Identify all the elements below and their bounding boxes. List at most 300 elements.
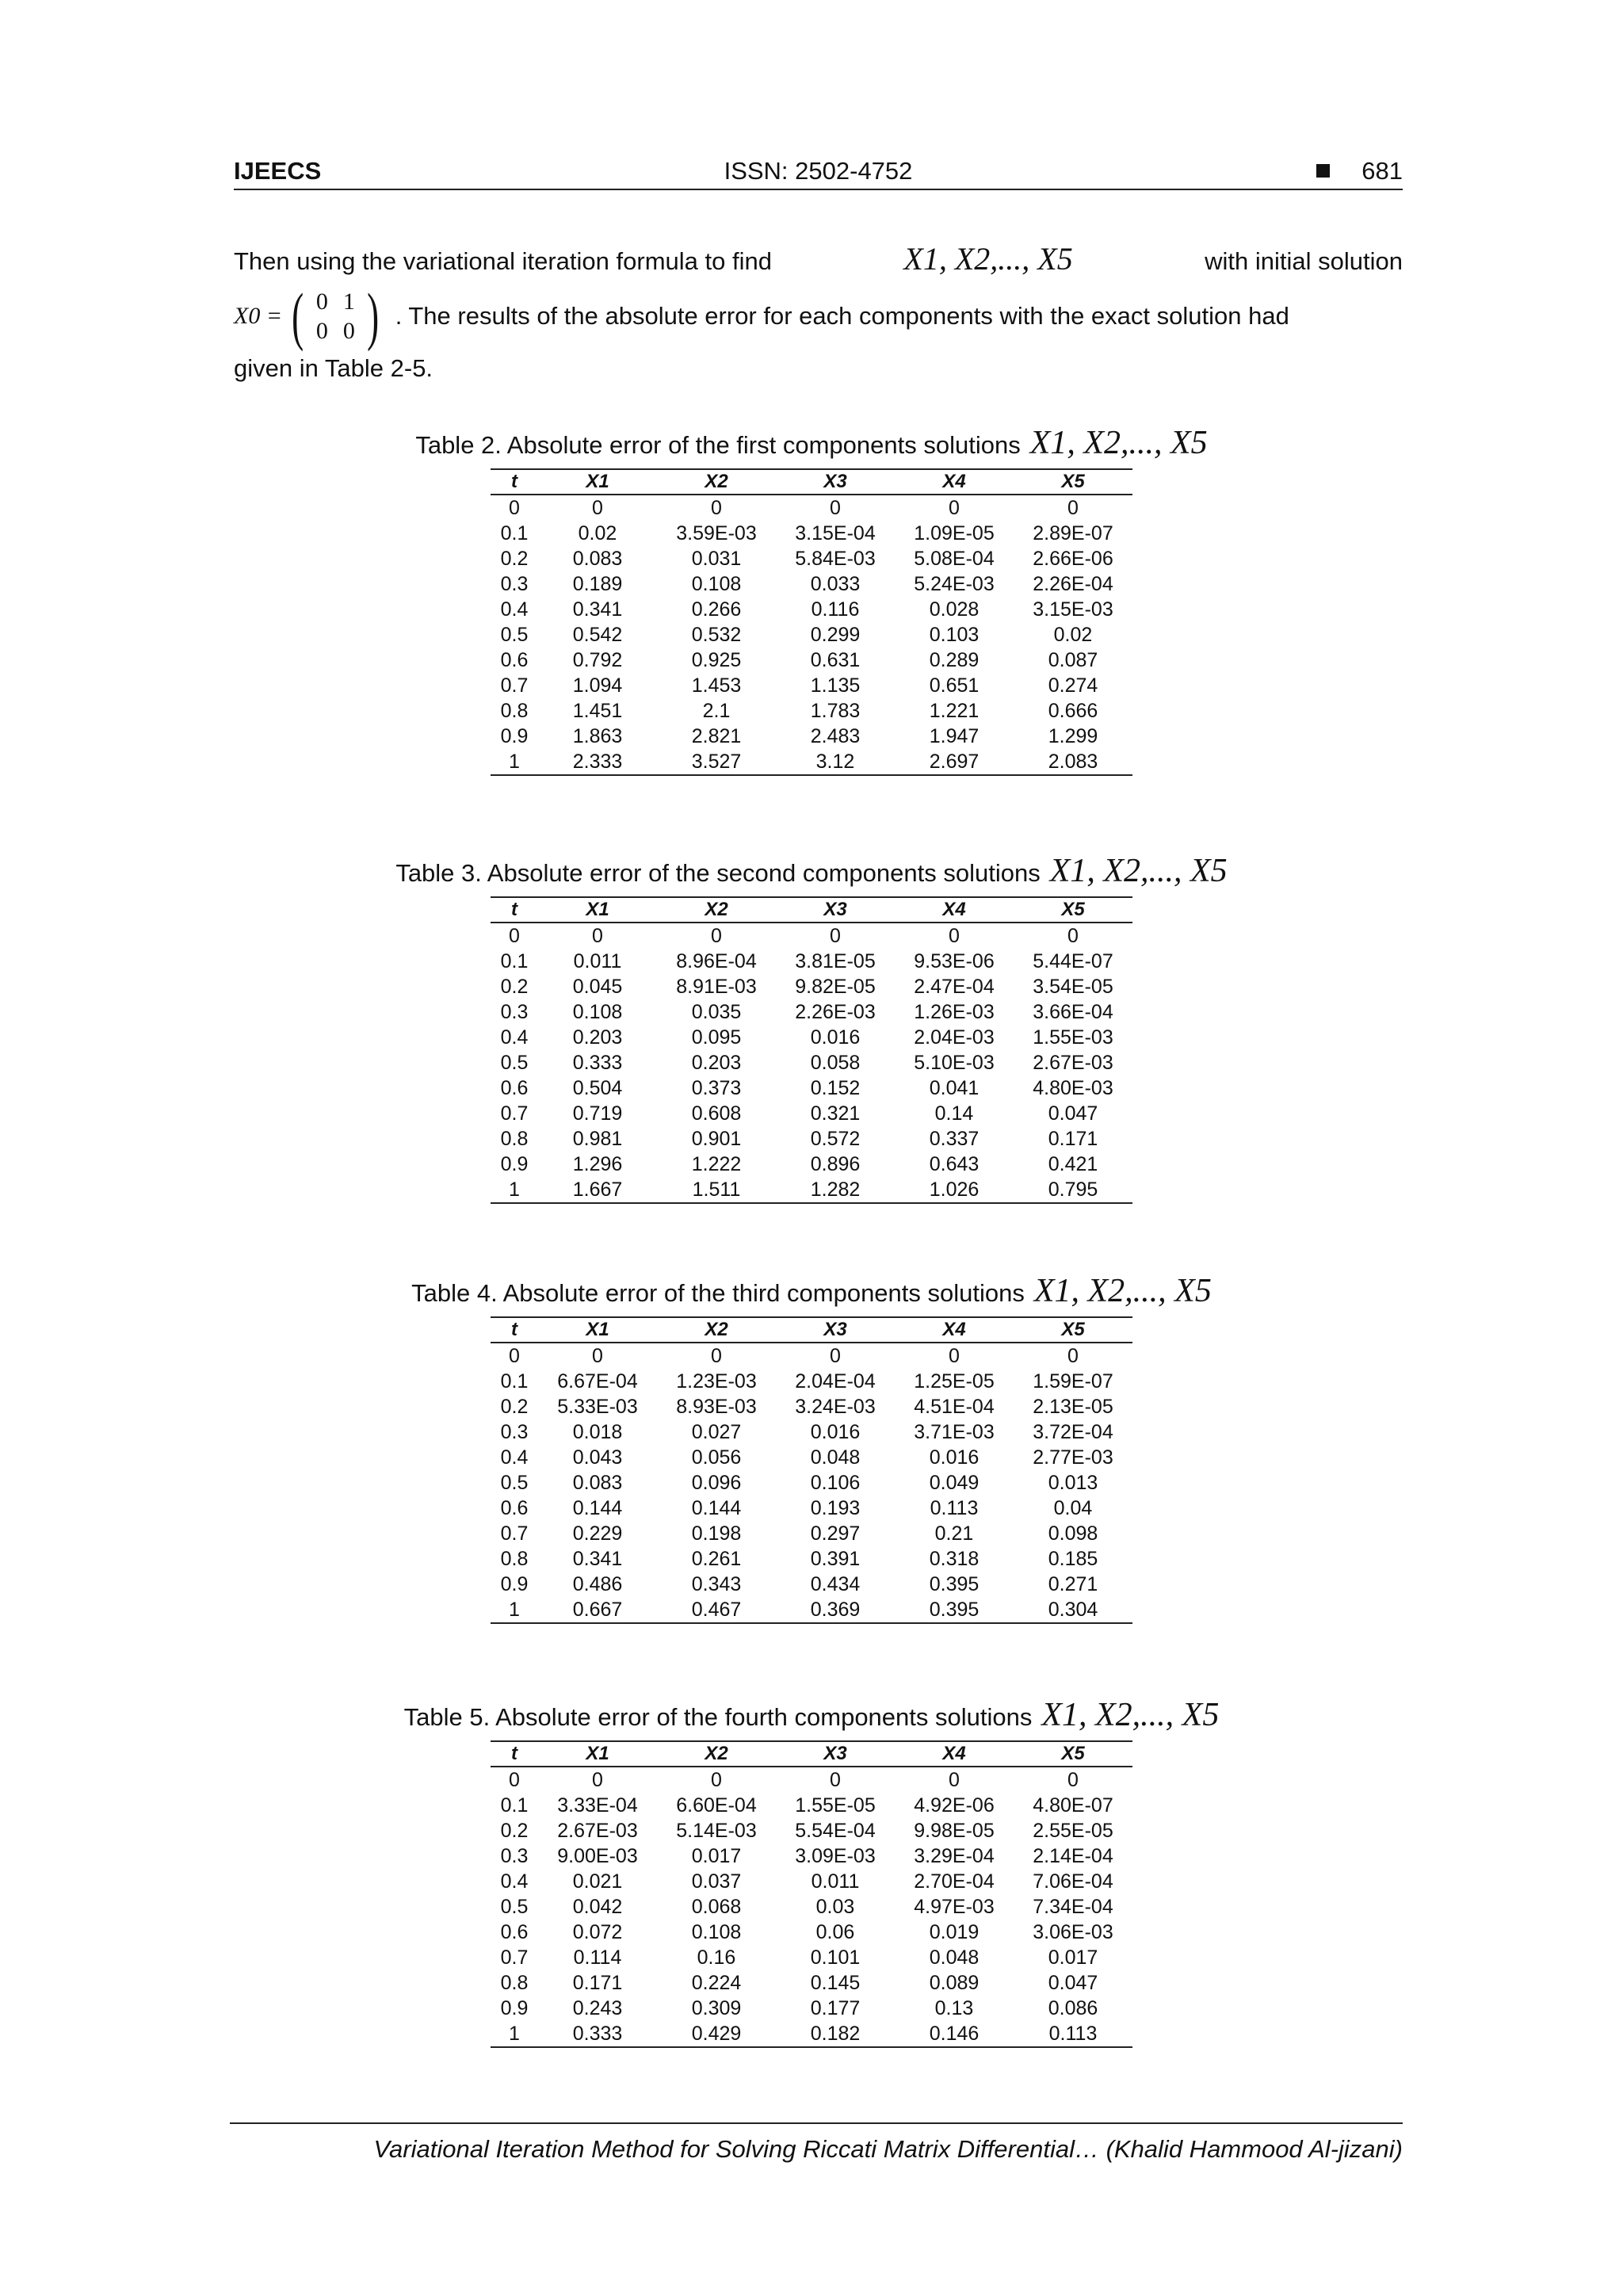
error-cell: 1.863 — [572, 725, 623, 747]
error-cell: 0.04 — [1053, 1497, 1093, 1519]
error-cell: 8.93E-03 — [676, 1396, 757, 1418]
error-cell: 0.144 — [572, 1497, 623, 1519]
time-cell: 0.8 — [500, 700, 529, 722]
error-cell: 0.395 — [929, 1573, 980, 1595]
column-header: t — [491, 1317, 538, 1343]
error-cell: 0.011 — [811, 1870, 860, 1893]
table-block — [0, 1696, 1623, 2048]
error-cell: 0.792 — [572, 649, 623, 671]
table-row — [491, 1521, 1132, 1546]
intro-line-2 — [234, 280, 1403, 352]
table-row — [491, 1546, 1132, 1572]
error-cell: 3.81E-05 — [795, 950, 876, 972]
table-header-row — [491, 469, 1132, 495]
error-cell: 0.047 — [1048, 1102, 1098, 1125]
error-cell: 0.037 — [691, 1870, 742, 1893]
column-header: t — [491, 469, 538, 495]
table-caption — [0, 424, 1623, 462]
error-cell: 0.421 — [1048, 1153, 1098, 1175]
error-cell: 1.59E-07 — [1033, 1370, 1113, 1392]
table-row — [491, 1152, 1132, 1177]
time-cell: 1 — [491, 749, 538, 775]
column-header: X2 — [657, 1741, 776, 1767]
error-cell: 2.77E-03 — [1033, 1446, 1113, 1469]
time-cell: 0 — [509, 925, 520, 947]
table-row — [491, 571, 1132, 597]
error-cell: 0.229 — [572, 1522, 623, 1545]
error-cell: 0 — [949, 1769, 960, 1791]
error-cell: 0.108 — [691, 573, 742, 595]
error-cell: 6.60E-04 — [676, 1794, 757, 1817]
time-cell: 1 — [491, 2021, 538, 2047]
column-header: t — [491, 1741, 538, 1767]
table-row — [491, 999, 1132, 1025]
error-cell: 2.1 — [702, 700, 731, 722]
error-cell: 0.486 — [572, 1573, 623, 1595]
error-cell: 0.304 — [1014, 1597, 1132, 1623]
table-row — [491, 698, 1132, 724]
table-caption-text: Table 3. Absolute error of the second components solutions — [395, 859, 1041, 887]
error-cell: 0.667 — [538, 1597, 657, 1623]
error-cell: 0.087 — [1048, 649, 1098, 671]
error-cell: 0.083 — [572, 548, 623, 570]
error-cell: 0.185 — [1048, 1548, 1098, 1570]
error-cell: 0.631 — [810, 649, 861, 671]
error-cell: 1.09E-05 — [914, 522, 995, 544]
error-cell: 0.095 — [691, 1026, 742, 1049]
error-cell: 0 — [949, 497, 960, 519]
error-cell: 0.542 — [572, 624, 623, 646]
error-cell: 1.094 — [572, 674, 623, 697]
error-cell: 0 — [592, 1345, 603, 1367]
error-cell: 0.333 — [538, 2021, 657, 2047]
error-cell: 0.643 — [929, 1153, 980, 1175]
error-cell: 0.297 — [810, 1522, 861, 1545]
time-cell: 0.4 — [500, 1026, 529, 1049]
error-cell: 1.451 — [572, 700, 623, 722]
error-cell: 0.056 — [691, 1446, 742, 1469]
error-cell: 0.271 — [1048, 1573, 1098, 1595]
error-cell: 0.013 — [1048, 1472, 1098, 1494]
error-cell: 4.97E-03 — [914, 1896, 995, 1918]
error-cell: 0.14 — [934, 1102, 974, 1125]
table-row — [491, 923, 1132, 949]
time-cell: 0.1 — [500, 950, 529, 972]
table-block — [0, 1272, 1623, 1624]
error-cell: 1.23E-03 — [676, 1370, 757, 1392]
error-cell: 0.031 — [691, 548, 742, 570]
column-header: X3 — [776, 897, 895, 923]
column-header: X2 — [657, 897, 776, 923]
error-cell: 0.083 — [572, 1472, 623, 1494]
time-cell: 0.5 — [500, 624, 529, 646]
time-cell: 0.3 — [500, 573, 529, 595]
error-cell: 1.299 — [1048, 725, 1098, 747]
table-caption-math: X1, X2,..., X5 — [1033, 1273, 1212, 1309]
column-header: X4 — [895, 1741, 1014, 1767]
column-header: t — [491, 897, 538, 923]
error-cell: 4.92E-06 — [914, 1794, 995, 1817]
error-table — [491, 1316, 1132, 1624]
table-row — [491, 1920, 1132, 1945]
intro-text-start: Then using the variational iteration formula to find — [234, 247, 772, 275]
error-cell: 0.193 — [810, 1497, 861, 1519]
time-cell: 0.1 — [500, 1370, 529, 1392]
matrix-cell: 1 — [342, 288, 355, 315]
error-cell: 2.13E-05 — [1033, 1396, 1113, 1418]
issn: ISSN: 2502-4752 — [724, 157, 913, 185]
error-cell: 9.00E-03 — [557, 1845, 638, 1867]
error-cell: 0.086 — [1048, 1997, 1098, 2019]
table-row — [491, 1126, 1132, 1152]
error-cell: 2.66E-06 — [1033, 548, 1113, 570]
time-cell: 0.7 — [500, 1522, 529, 1545]
error-cell: 0 — [711, 1345, 722, 1367]
time-cell: 0.4 — [500, 598, 529, 621]
error-cell: 0 — [711, 925, 722, 947]
error-cell: 1.026 — [895, 1177, 1014, 1203]
error-cell: 0.106 — [810, 1472, 861, 1494]
error-cell: 2.483 — [810, 725, 861, 747]
error-cell: 0.096 — [691, 1472, 742, 1494]
table-row — [491, 949, 1132, 974]
error-cell: 2.821 — [691, 725, 742, 747]
error-cell: 0 — [830, 1769, 841, 1791]
intro-paragraph — [234, 238, 1403, 385]
error-cell: 0.028 — [929, 598, 980, 621]
table-row — [491, 521, 1132, 546]
error-cell: 0.072 — [572, 1921, 623, 1943]
error-cell: 3.15E-03 — [1033, 598, 1113, 621]
time-cell: 0.2 — [500, 548, 529, 570]
time-cell: 0.4 — [500, 1446, 529, 1469]
table-row — [491, 1343, 1132, 1369]
time-cell: 0.8 — [500, 1548, 529, 1570]
error-cell: 0.098 — [1048, 1522, 1098, 1545]
error-cell: 2.083 — [1014, 749, 1132, 775]
error-cell: 7.34E-04 — [1033, 1896, 1113, 1918]
error-cell: 0.017 — [691, 1845, 742, 1867]
table-row — [491, 495, 1132, 521]
error-cell: 8.96E-04 — [676, 950, 757, 972]
error-cell: 0.043 — [572, 1446, 623, 1469]
error-cell: 3.24E-03 — [795, 1396, 876, 1418]
time-cell: 0.7 — [500, 1946, 529, 1969]
table-row — [491, 2021, 1132, 2047]
error-cell: 0.068 — [691, 1896, 742, 1918]
error-cell: 0 — [1067, 497, 1079, 519]
time-cell: 0.3 — [500, 1001, 529, 1023]
column-header: X3 — [776, 469, 895, 495]
error-cell: 5.08E-04 — [914, 548, 995, 570]
column-header: X4 — [895, 897, 1014, 923]
error-cell: 1.25E-05 — [914, 1370, 995, 1392]
error-cell: 0.795 — [1014, 1177, 1132, 1203]
error-cell: 0.089 — [929, 1972, 980, 1994]
error-cell: 3.12 — [776, 749, 895, 775]
error-cell: 0.572 — [810, 1128, 861, 1150]
error-cell: 0.018 — [572, 1421, 623, 1443]
error-cell: 5.10E-03 — [914, 1052, 995, 1074]
error-cell: 8.91E-03 — [676, 976, 757, 998]
table-row — [491, 1470, 1132, 1496]
error-cell: 0.113 — [1014, 2021, 1132, 2047]
error-cell: 0.177 — [810, 1997, 861, 2019]
error-cell: 7.06E-04 — [1033, 1870, 1113, 1893]
page-number-group — [1316, 157, 1403, 185]
table-row — [491, 1597, 1132, 1623]
table-row — [491, 648, 1132, 673]
error-cell: 3.66E-04 — [1033, 1001, 1113, 1023]
error-cell: 0 — [1067, 1769, 1079, 1791]
error-table — [491, 468, 1132, 776]
error-cell: 0.152 — [810, 1077, 861, 1099]
error-cell: 0 — [592, 497, 603, 519]
left-paren-icon: ( — [292, 280, 304, 352]
error-cell: 2.333 — [538, 749, 657, 775]
error-cell: 0.666 — [1048, 700, 1098, 722]
time-cell: 0 — [509, 497, 520, 519]
table-row — [491, 1945, 1132, 1970]
error-cell: 3.29E-04 — [914, 1845, 995, 1867]
initial-matrix — [234, 280, 384, 352]
time-cell: 0.9 — [500, 725, 529, 747]
error-cell: 2.14E-04 — [1033, 1845, 1113, 1867]
error-cell: 6.67E-04 — [557, 1370, 638, 1392]
table-row — [491, 974, 1132, 999]
error-cell: 0.146 — [895, 2021, 1014, 2047]
time-cell: 0.4 — [500, 1870, 529, 1893]
column-header: X5 — [1014, 897, 1132, 923]
error-cell: 2.26E-04 — [1033, 573, 1113, 595]
error-cell: 3.06E-03 — [1033, 1921, 1113, 1943]
time-cell: 0.5 — [500, 1052, 529, 1074]
time-cell: 0.9 — [500, 1997, 529, 2019]
error-cell: 3.54E-05 — [1033, 976, 1113, 998]
error-cell: 2.697 — [895, 749, 1014, 775]
error-cell: 2.26E-03 — [795, 1001, 876, 1023]
table-row — [491, 1894, 1132, 1920]
time-cell: 0 — [509, 1345, 520, 1367]
running-footer: Variational Iteration Method for Solving Riccati Matrix Differential… (Khalid Hammood Al-jizani) — [230, 2122, 1403, 2164]
error-cell: 0.101 — [810, 1946, 861, 1969]
table-caption — [0, 1272, 1623, 1310]
table-row — [491, 1101, 1132, 1126]
table-row — [491, 1818, 1132, 1843]
error-cell: 0.016 — [810, 1421, 861, 1443]
error-cell: 5.14E-03 — [676, 1820, 757, 1842]
error-cell: 0.343 — [691, 1573, 742, 1595]
time-cell: 0.2 — [500, 976, 529, 998]
error-cell: 5.84E-03 — [795, 548, 876, 570]
error-cell: 0.035 — [691, 1001, 742, 1023]
error-cell: 0.274 — [1048, 674, 1098, 697]
error-cell: 0.042 — [572, 1896, 623, 1918]
table-row — [491, 1075, 1132, 1101]
error-cell: 0.299 — [810, 624, 861, 646]
table-header-row — [491, 897, 1132, 923]
table-header-row — [491, 1317, 1132, 1343]
matrix-cell: 0 — [342, 318, 355, 344]
table-caption — [0, 852, 1623, 890]
time-cell: 0.7 — [500, 674, 529, 697]
column-header: X5 — [1014, 1317, 1132, 1343]
error-cell: 0.048 — [810, 1446, 861, 1469]
right-paren-icon: ) — [367, 280, 380, 352]
error-cell: 5.54E-04 — [795, 1820, 876, 1842]
error-cell: 0 — [1067, 1345, 1079, 1367]
error-cell: 0.144 — [691, 1497, 742, 1519]
error-cell: 9.53E-06 — [914, 950, 995, 972]
table-row — [491, 1177, 1132, 1203]
error-cell: 0 — [1067, 925, 1079, 947]
error-cell: 0.145 — [810, 1972, 861, 1994]
error-cell: 4.80E-07 — [1033, 1794, 1113, 1817]
error-cell: 1.783 — [810, 700, 861, 722]
matrix-cell: 0 — [315, 288, 328, 315]
error-cell: 0 — [949, 925, 960, 947]
error-cell: 0.027 — [691, 1421, 742, 1443]
error-cell: 0.369 — [776, 1597, 895, 1623]
table-row — [491, 1496, 1132, 1521]
error-cell: 0.033 — [810, 573, 861, 595]
error-cell: 0.114 — [573, 1946, 622, 1969]
column-header: X3 — [776, 1317, 895, 1343]
error-cell: 0 — [711, 497, 722, 519]
error-cell: 0.182 — [776, 2021, 895, 2047]
error-cell: 0.395 — [895, 1597, 1014, 1623]
error-cell: 0 — [830, 1345, 841, 1367]
column-header: X5 — [1014, 469, 1132, 495]
error-cell: 1.511 — [657, 1177, 776, 1203]
error-cell: 2.04E-04 — [795, 1370, 876, 1392]
error-cell: 0.06 — [815, 1921, 855, 1943]
table-block — [0, 424, 1623, 776]
error-cell: 0.045 — [572, 976, 623, 998]
table-row — [491, 1970, 1132, 1996]
table-header-row — [491, 1741, 1132, 1767]
error-cell: 0.113 — [930, 1497, 979, 1519]
error-cell: 0.019 — [929, 1921, 980, 1943]
error-cell: 9.82E-05 — [795, 976, 876, 998]
error-cell: 0.189 — [572, 573, 623, 595]
time-cell: 1 — [491, 1177, 538, 1203]
error-cell: 0.047 — [1048, 1972, 1098, 1994]
time-cell: 0.1 — [500, 1794, 529, 1817]
error-cell: 2.67E-03 — [557, 1820, 638, 1842]
error-cell: 0.321 — [810, 1102, 861, 1125]
table-caption-text: Table 2. Absolute error of the first components solutions — [415, 431, 1021, 459]
time-cell: 0.2 — [500, 1820, 529, 1842]
error-table — [491, 896, 1132, 1204]
table-row — [491, 1394, 1132, 1419]
error-cell: 2.04E-03 — [914, 1026, 995, 1049]
table-block — [0, 852, 1623, 1204]
error-cell: 0.21 — [934, 1522, 974, 1545]
error-cell: 0 — [711, 1769, 722, 1791]
error-cell: 0.243 — [572, 1997, 623, 2019]
error-cell: 0 — [949, 1345, 960, 1367]
table-caption — [0, 1696, 1623, 1734]
error-cell: 2.89E-07 — [1033, 522, 1113, 544]
error-table — [491, 1740, 1132, 2048]
error-cell: 2.55E-05 — [1033, 1820, 1113, 1842]
error-cell: 0.309 — [691, 1997, 742, 2019]
journal-name: IJEECS — [234, 157, 322, 185]
matrix-lhs: X0 = — [234, 302, 283, 329]
error-cell: 0.02 — [578, 522, 617, 544]
error-cell: 0.13 — [934, 1997, 974, 2019]
error-cell: 0.203 — [572, 1026, 623, 1049]
error-cell: 3.33E-04 — [557, 1794, 638, 1817]
error-cell: 0.261 — [691, 1548, 742, 1570]
error-cell: 0.896 — [810, 1153, 861, 1175]
table-caption-text: Table 5. Absolute error of the fourth components solutions — [403, 1703, 1033, 1731]
column-header: X4 — [895, 1317, 1014, 1343]
error-cell: 1.667 — [538, 1177, 657, 1203]
table-row — [491, 1572, 1132, 1597]
matrix-cell: 0 — [315, 318, 328, 344]
table-row — [491, 597, 1132, 622]
error-cell: 0.532 — [691, 624, 742, 646]
time-cell: 0.6 — [500, 1921, 529, 1943]
running-header — [234, 152, 1403, 190]
intro-line-1 — [234, 238, 1403, 281]
column-header: X5 — [1014, 1741, 1132, 1767]
error-cell: 0.391 — [810, 1548, 861, 1570]
error-cell: 1.55E-05 — [795, 1794, 876, 1817]
error-cell: 0.224 — [691, 1972, 742, 1994]
error-cell: 0.467 — [657, 1597, 776, 1623]
error-cell: 0.16 — [697, 1946, 736, 1969]
error-cell: 3.09E-03 — [795, 1845, 876, 1867]
error-cell: 0.341 — [572, 1548, 623, 1570]
intro-math-x-series: X1, X2,..., X5 — [903, 241, 1073, 277]
matrix-cells — [308, 287, 362, 346]
table-caption-math: X1, X2,..., X5 — [1029, 425, 1208, 461]
time-cell: 0.1 — [500, 522, 529, 544]
error-cell: 3.71E-03 — [914, 1421, 995, 1443]
error-cell: 1.55E-03 — [1033, 1026, 1113, 1049]
error-cell: 0.108 — [572, 1001, 623, 1023]
error-cell: 0 — [592, 925, 603, 947]
time-cell: 0.7 — [500, 1102, 529, 1125]
error-cell: 2.47E-04 — [914, 976, 995, 998]
error-cell: 4.51E-04 — [914, 1396, 995, 1418]
time-cell: 0.5 — [500, 1896, 529, 1918]
time-cell: 0.5 — [500, 1472, 529, 1494]
error-cell: 0.02 — [1053, 624, 1093, 646]
table-caption-text: Table 4. Absolute error of the third components solutions — [411, 1279, 1025, 1307]
time-cell: 0.9 — [500, 1573, 529, 1595]
intro-text-end: with initial solution — [1205, 247, 1403, 275]
error-cell: 0.318 — [929, 1548, 980, 1570]
error-cell: 1.221 — [929, 700, 980, 722]
error-cell: 1.296 — [572, 1153, 623, 1175]
time-cell: 0.9 — [500, 1153, 529, 1175]
time-cell: 0.8 — [500, 1128, 529, 1150]
error-cell: 0.016 — [929, 1446, 980, 1469]
table-row — [491, 622, 1132, 648]
error-cell: 0.901 — [691, 1128, 742, 1150]
table-row — [491, 673, 1132, 698]
error-cell: 0.429 — [657, 2021, 776, 2047]
table-row — [491, 1445, 1132, 1470]
table-row — [491, 1793, 1132, 1818]
error-cell: 0.719 — [572, 1102, 623, 1125]
error-cell: 9.98E-05 — [914, 1820, 995, 1842]
time-cell: 1 — [491, 1597, 538, 1623]
